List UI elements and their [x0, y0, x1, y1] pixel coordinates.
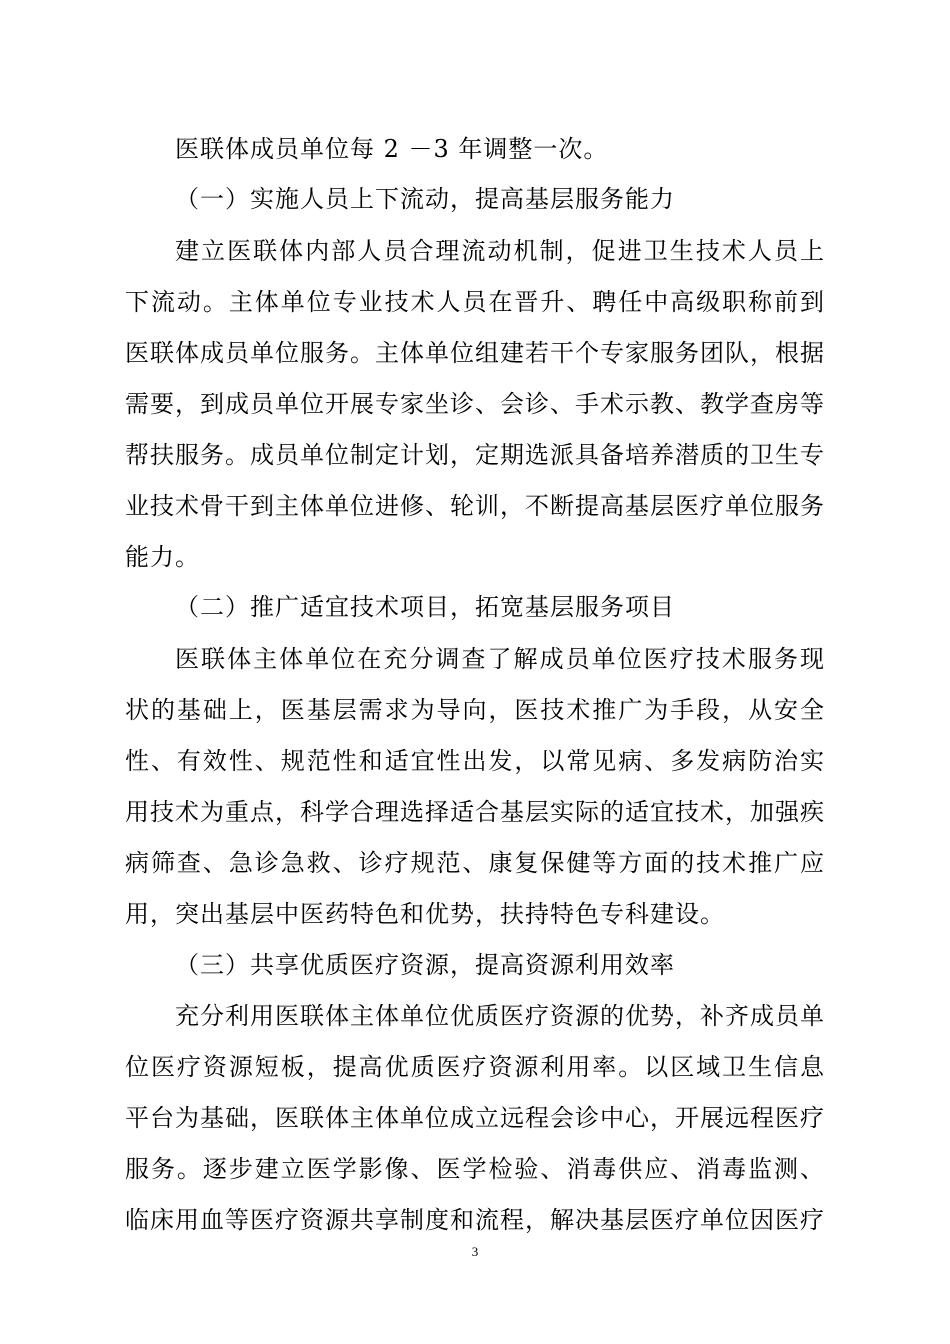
paragraph-line: 需要，到成员单位开展专家坐诊、会诊、手术示教、教学查房等 [125, 390, 825, 418]
paragraph-line: 能力。 [125, 543, 200, 571]
paragraph-line: 医联体成员单位服务。主体单位组建若干个专家服务团队，根据 [125, 339, 825, 367]
paragraph-line: 下流动。主体单位专业技术人员在晋升、聘任中高级职称前到 [125, 288, 825, 316]
paragraph-line: 充分利用医联体主体单位优质医疗资源的优势，补齐成员单 [175, 1002, 825, 1030]
paragraph-line: 医联体成员单位每 2 －3 年调整一次。 [175, 135, 609, 163]
paragraph-line: 业技术骨干到主体单位进修、轮训，不断提高基层医疗单位服务 [125, 492, 825, 520]
paragraph-line: 状的基础上，医基层需求为导向，医技术推广为手段，从安全 [125, 696, 825, 724]
section-heading-3: （三）共享优质医疗资源，提高资源利用效率 [175, 951, 675, 979]
paragraph-line: 病筛查、急诊急救、诊疗规范、康复保健等方面的技术推广应 [125, 849, 825, 877]
paragraph-line: 服务。逐步建立医学影像、医学检验、消毒供应、消毒监测、 [125, 1155, 825, 1183]
paragraph-line: 建立医联体内部人员合理流动机制，促进卫生技术人员上 [175, 237, 825, 265]
paragraph-line: 用，突出基层中医药特色和优势，扶持特色专科建设。 [125, 900, 725, 928]
page-number: 3 [471, 1244, 479, 1259]
paragraph-line: 平台为基础，医联体主体单位成立远程会诊中心，开展远程医疗 [125, 1104, 825, 1132]
paragraph-line: 医联体主体单位在充分调查了解成员单位医疗技术服务现 [175, 645, 825, 673]
paragraph-line: 临床用血等医疗资源共享制度和流程，解决基层医疗单位因医疗 [125, 1206, 825, 1234]
section-heading-2: （二）推广适宜技术项目，拓宽基层服务项目 [175, 593, 675, 621]
paragraph-line: 位医疗资源短板，提高优质医疗资源利用率。以区域卫生信息 [125, 1053, 825, 1081]
section-heading-1: （一）实施人员上下流动，提高基层服务能力 [175, 185, 675, 213]
paragraph-line: 帮扶服务。成员单位制定计划，定期选派具备培养潜质的卫生专 [125, 441, 825, 469]
paragraph-line: 用技术为重点，科学合理选择适合基层实际的适宜技术，加强疾 [125, 798, 825, 826]
paragraph-line: 性、有效性、规范性和适宜性出发，以常见病、多发病防治实 [125, 747, 825, 775]
